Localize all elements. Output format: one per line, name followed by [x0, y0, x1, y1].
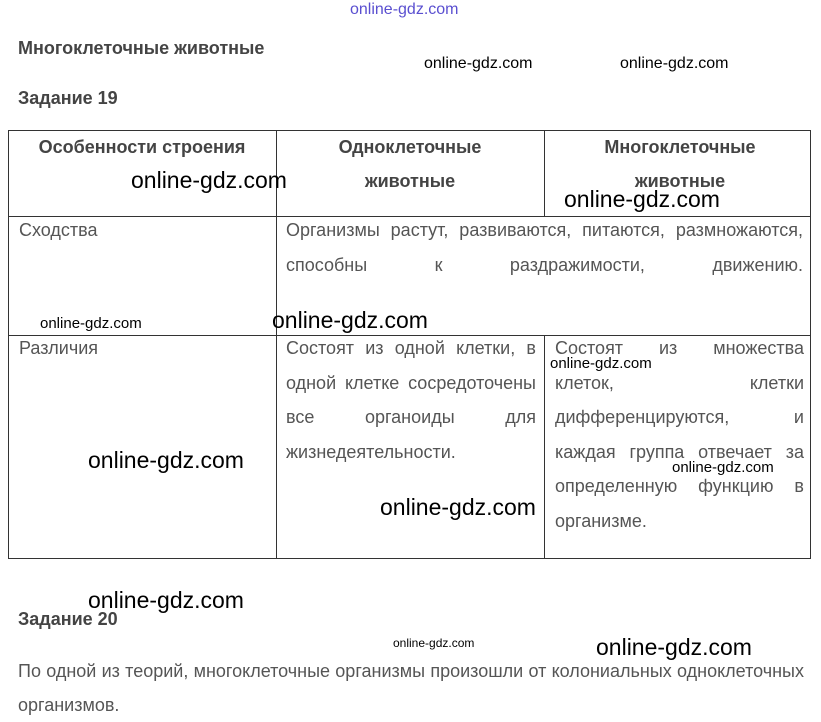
watermark: online-gdz.com: [564, 186, 720, 212]
table-border-right: [810, 130, 811, 559]
watermark: online-gdz.com: [424, 55, 533, 72]
table-header-unicellular: Одноклеточные животные: [338, 137, 482, 191]
table-border-bottom: [8, 558, 811, 559]
watermark: online-gdz.com: [272, 307, 428, 333]
watermark: online-gdz.com: [350, 1, 459, 18]
section-title: Многоклеточные животные: [18, 38, 265, 58]
watermark: online-gdz.com: [131, 167, 287, 193]
table-column-divider: [544, 335, 545, 559]
task-20-text: По одной из теорий, многоклеточные организмы произошли от колониальных одноклеточных организмов.: [18, 661, 804, 715]
watermark: online-gdz.com: [40, 315, 142, 332]
row-label-similarities: Сходства: [19, 220, 98, 240]
table-column-divider: [276, 130, 277, 559]
watermark: online-gdz.com: [88, 587, 244, 613]
watermark: online-gdz.com: [550, 355, 652, 372]
watermark: online-gdz.com: [380, 494, 536, 520]
table-header-multicellular: Многоклеточные животные: [604, 137, 756, 191]
row-label-differences: Различия: [19, 338, 99, 358]
task-19-heading: Задание 19: [18, 88, 118, 108]
table-header-features: Особенности строения: [38, 137, 246, 157]
cell-multicellular-differences: Состоят из множества клеток, клетки дифференцируются, и каждая группа отвечает за определенную функцию в организме.: [555, 338, 804, 531]
cell-similarities-text: Организмы растут, развиваются, питаются, размножаются, способны к раздражимости, движению.: [286, 220, 803, 275]
task-20-heading: Задание 20: [18, 609, 118, 629]
watermark: online-gdz.com: [596, 634, 752, 660]
watermark: online-gdz.com: [620, 55, 729, 72]
table-border-left: [8, 130, 9, 559]
watermark: online-gdz.com: [672, 459, 774, 476]
cell-unicellular-differences: Состоят из одной клетки, в одной клетке сосредоточены все органоиды для жизнедеятельности.: [286, 338, 536, 462]
watermark: online-gdz.com: [393, 636, 475, 650]
table-column-divider: [544, 130, 545, 217]
watermark: online-gdz.com: [88, 447, 244, 473]
